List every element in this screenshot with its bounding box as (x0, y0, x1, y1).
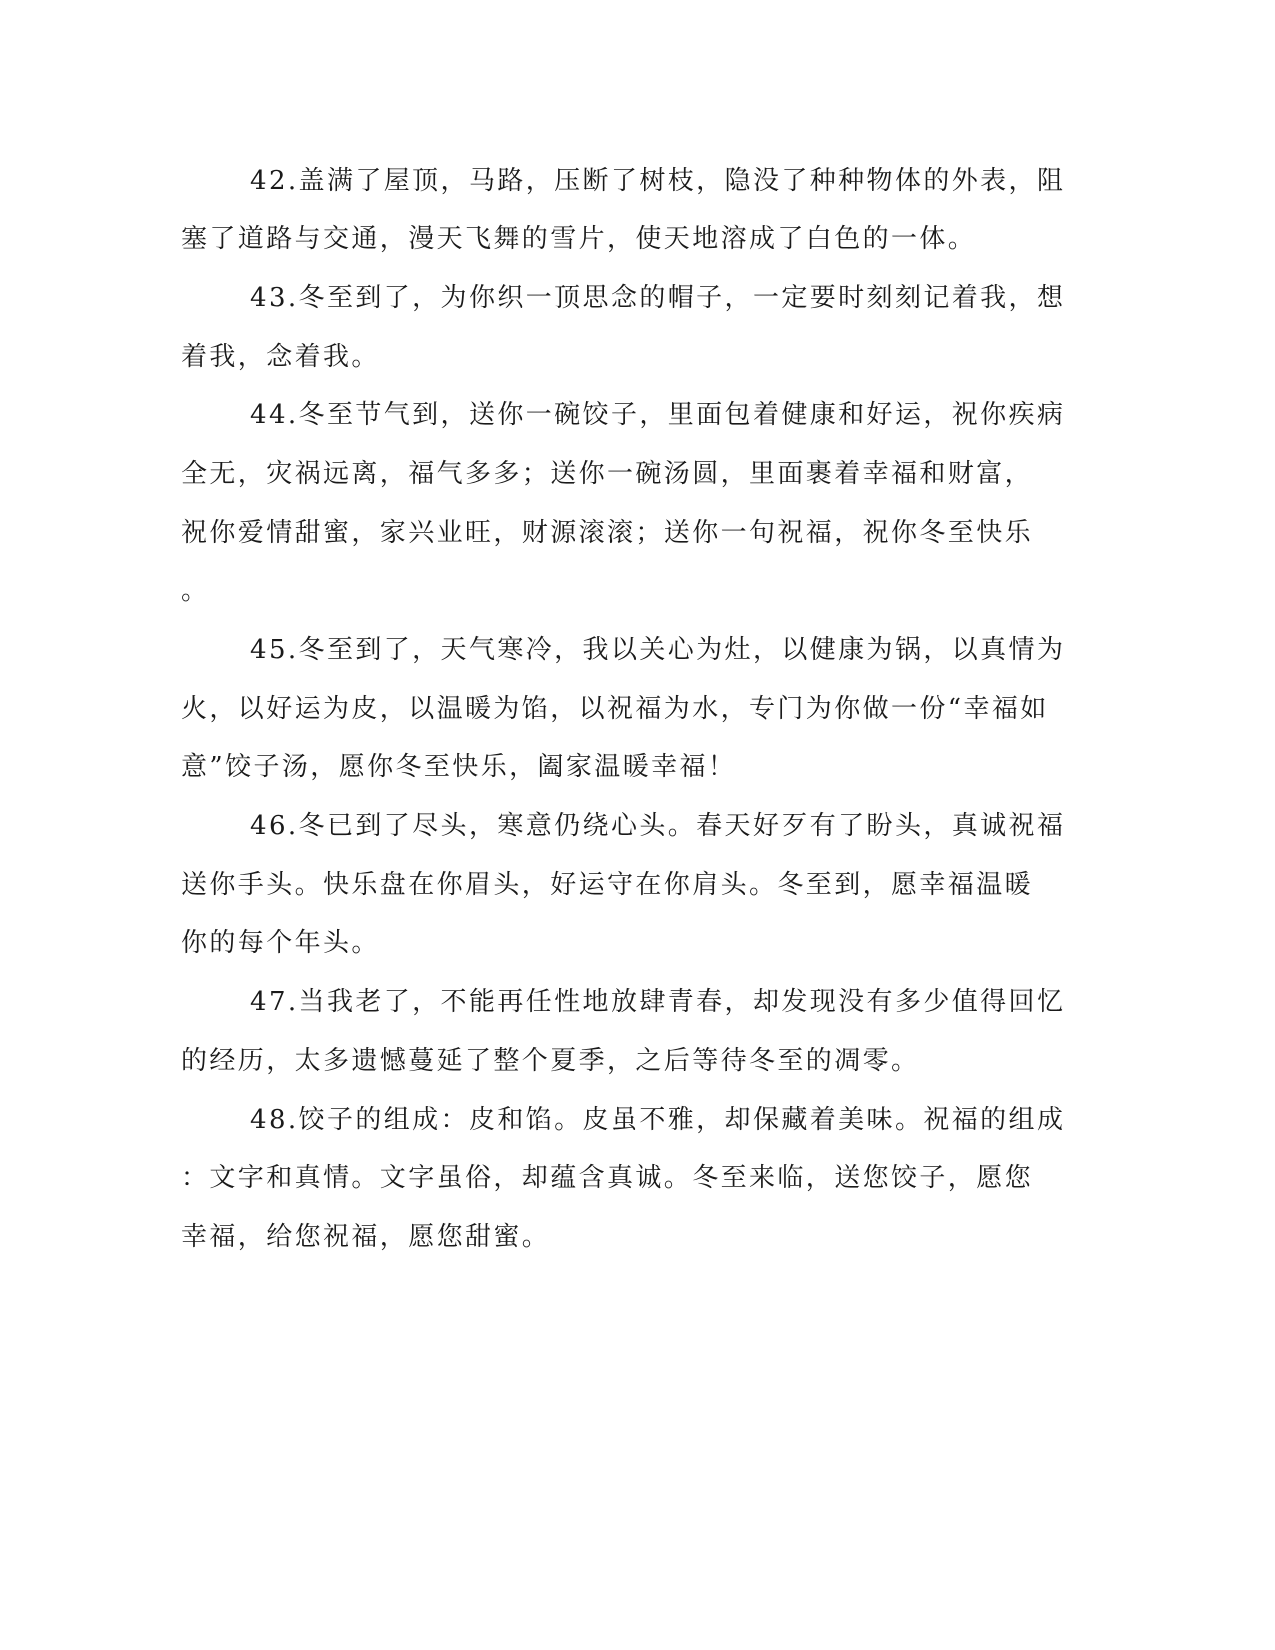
paragraph-47-line-2: 的经历，太多遗憾蔓延了整个夏季，之后等待冬至的凋零。 (181, 1046, 920, 1076)
paragraph-44-line-3: 祝你爱情甜蜜，家兴业旺，财源滚滚；送你一句祝福，祝你冬至快乐 (181, 518, 1034, 548)
paragraph-48-line-2: ：文字和真情。文字虽俗，却蕴含真诚。冬至来临，送您饺子，愿您 (181, 1163, 1034, 1193)
paragraph-48-line-1: 48.饺子的组成：皮和馅。皮虽不雅，却保藏着美味。祝福的组成 (250, 1105, 1066, 1135)
paragraph-48-line-3: 幸福，给您祝福，愿您甜蜜。 (181, 1222, 551, 1252)
paragraph-46-line-1: 46.冬已到了尽头，寒意仍绕心头。春天好歹有了盼头，真诚祝福 (250, 811, 1066, 841)
paragraph-45-line-3: 意”饺子汤，愿你冬至快乐，阖家温暖幸福！ (181, 752, 737, 782)
paragraph-46-line-3: 你的每个年头。 (181, 928, 380, 958)
paragraph-46-line-2: 送你手头。快乐盘在你眉头，好运守在你肩头。冬至到，愿幸福温暖 (181, 870, 1034, 900)
paragraph-43-line-1: 43.冬至到了，为你织一顶思念的帽子，一定要时刻刻记着我，想 (250, 283, 1066, 313)
paragraph-44-line-1: 44.冬至节气到，送你一碗饺子，里面包着健康和好运，祝你疾病 (250, 400, 1066, 430)
paragraph-42-line-1: 42.盖满了屋顶，马路，压断了树枝，隐没了种种物体的外表，阻 (250, 166, 1066, 196)
paragraph-44-line-2: 全无，灾祸远离，福气多多；送你一碗汤圆，里面裹着幸福和财富， (181, 459, 1034, 489)
paragraph-43-line-2: 着我，念着我。 (181, 342, 380, 372)
paragraph-42-line-2: 塞了道路与交通，漫天飞舞的雪片，使天地溶成了白色的一体。 (181, 224, 977, 254)
paragraph-45-line-1: 45.冬至到了，天气寒冷，我以关心为灶，以健康为锅，以真情为 (250, 635, 1066, 665)
paragraph-44-line-4: 。 (181, 576, 210, 606)
paragraph-47-line-1: 47.当我老了，不能再任性地放肆青春，却发现没有多少值得回忆 (250, 987, 1066, 1017)
paragraph-45-line-2: 火，以好运为皮，以温暖为馅，以祝福为水，专门为你做一份“幸福如 (181, 694, 1049, 724)
